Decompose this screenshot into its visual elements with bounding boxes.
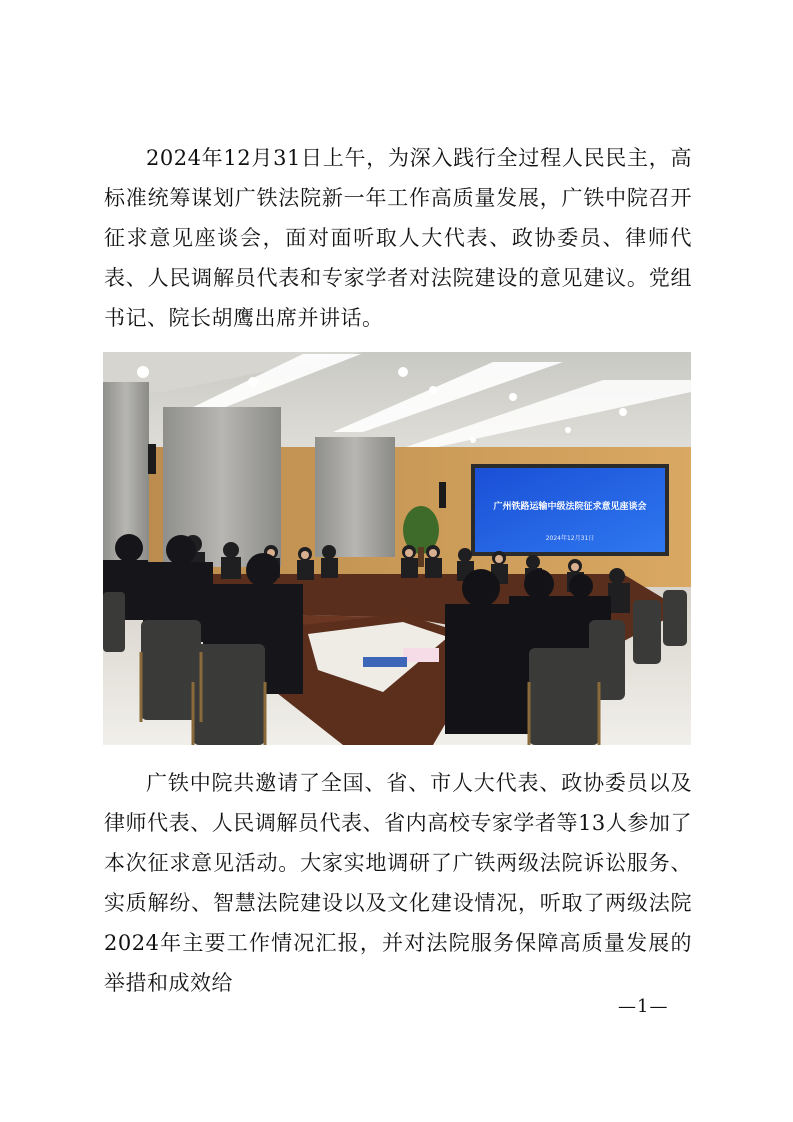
paragraph-2: 广铁中院共邀请了全国、省、市人大代表、政协委员以及律师代表、人民调解员代表、省内高校专家学者等13人参加了本次征求意见活动。大家实地调研了广铁两级法院诉讼服务、实质解纷、智慧法院建设以及文化建设情况，听取了两级法院2024年主要工作情况汇报，并对法院服务保障高质量发展的举措和成效给 — [104, 771, 692, 995]
meeting-photo — [103, 352, 691, 745]
paragraph-1: 2024年12月31日上午，为深入践行全过程人民民主，高标准统筹谋划广铁法院新一年工作高质量发展，广铁中院召开征求意见座谈会，面对面听取人大代表、政协委员、律师代表、人民调解员代表和专家学者对法院建设的意见建议。党组书记、院长胡鹰出席并讲话。 — [104, 146, 692, 330]
page-number: —1— — [618, 996, 669, 1017]
screen-date: 2024年12月31日 — [545, 535, 595, 542]
screen-title: 广州铁路运输中级法院征求意见座谈会 — [493, 502, 647, 512]
